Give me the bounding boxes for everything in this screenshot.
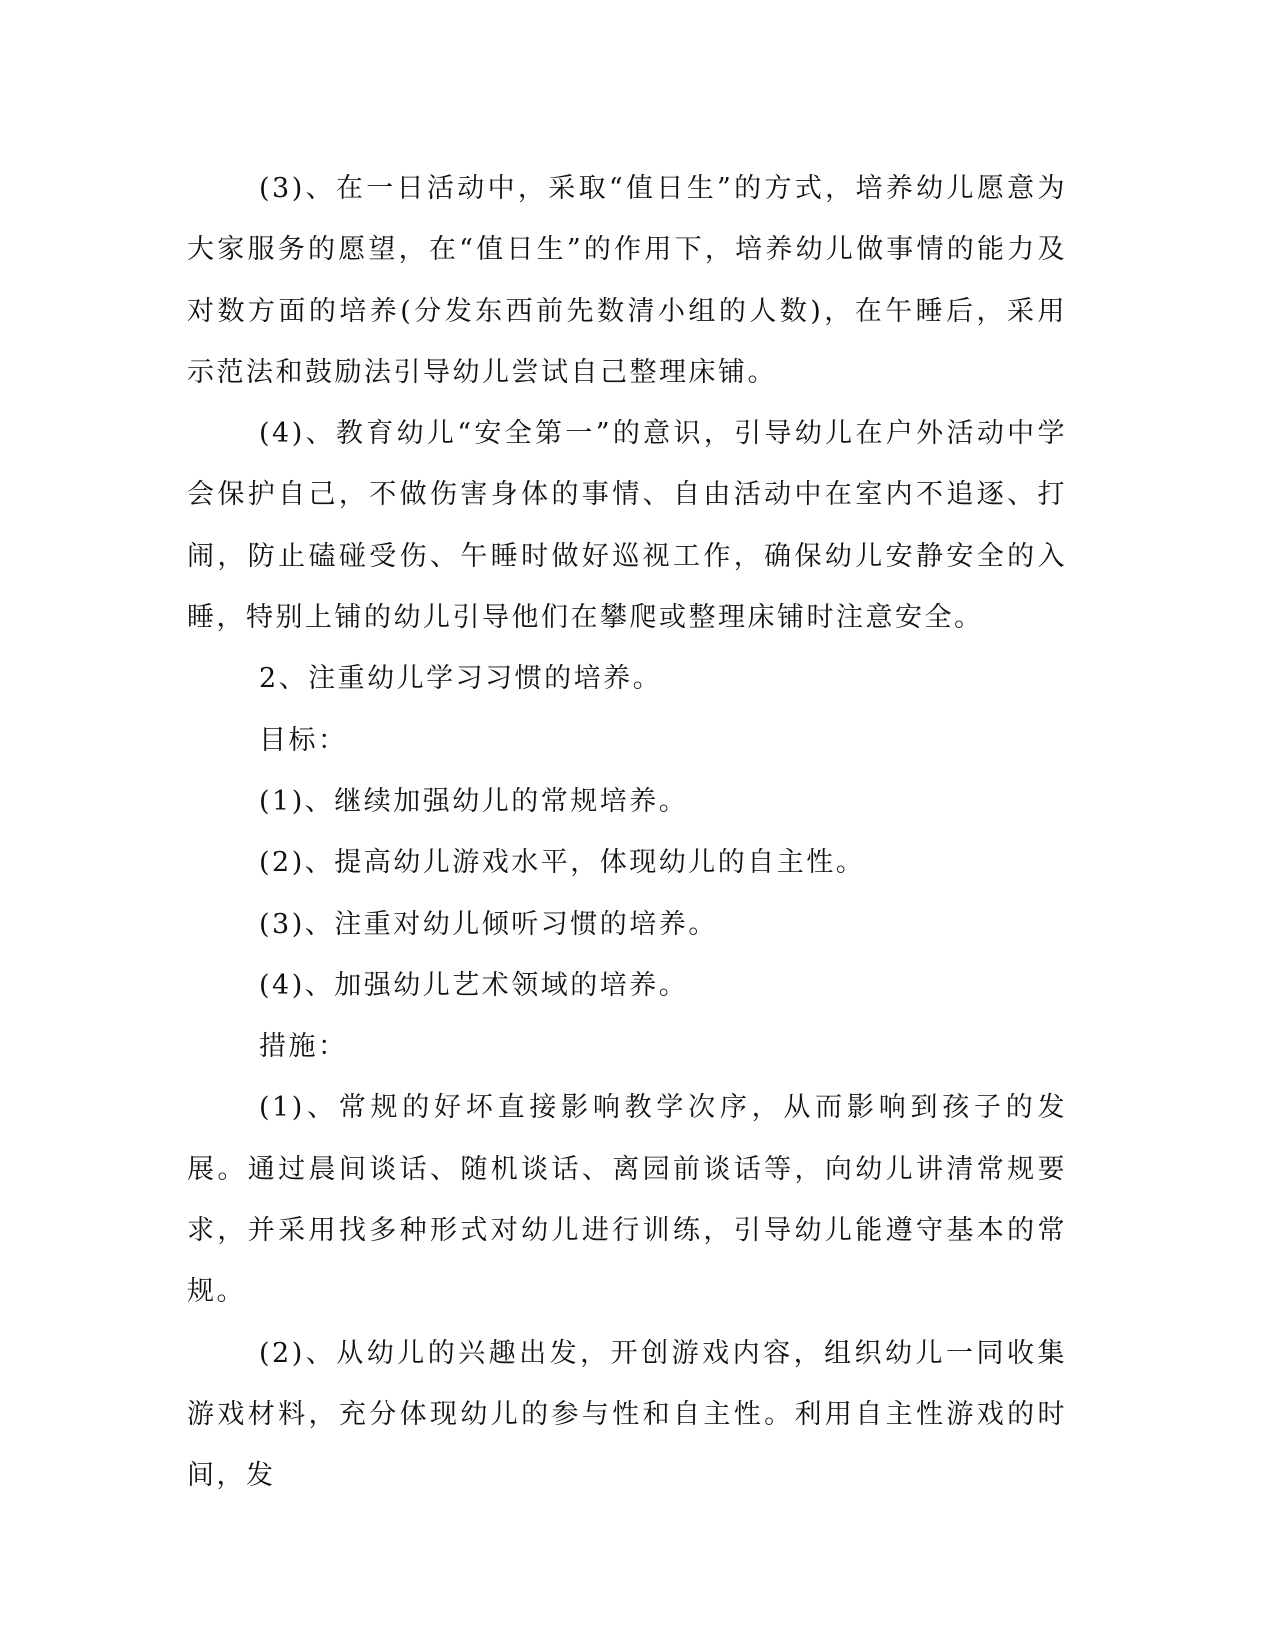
paragraph-safety-first: (4)、教育幼儿“安全第一”的意识，引导幼儿在户外活动中学会保护自己，不做伤害身体的事情、自由活动中在室内不追逐、打闹，防止磕碰受伤、午睡时做好巡视工作，确保幼儿安静安全的入睡，特别上铺的幼儿引导他们在攀爬或整理床铺时注意安全。 (187, 418, 1067, 634)
goal-item-2: (2)、提高幼儿游戏水平，体现幼儿的自主性。 (259, 847, 866, 879)
document-body (187, 158, 1067, 1507)
goal-item-1: (1)、继续加强幼儿的常规培养。 (259, 785, 689, 817)
measures-label: 措施： (259, 1031, 348, 1063)
measure-item-2: (2)、从幼儿的兴趣出发，开创游戏内容，组织幼儿一同收集游戏材料，充分体现幼儿的参与性和自主性。利用自主性游戏的时间，发 (187, 1337, 1067, 1492)
measure-item-1: (1)、常规的好坏直接影响教学次序，从而影响到孩子的发展。通过晨间谈话、随机谈话、离园前谈话等，向幼儿讲清常规要求，并采用找多种形式对幼儿进行训练，引导幼儿能遵守基本的常规。 (187, 1092, 1067, 1308)
paragraph-duty-student: (3)、在一日活动中，采取“值日生”的方式，培养幼儿愿意为大家服务的愿望，在“值日生”的作用下，培养幼儿做事情的能力及对数方面的培养(分发东西前先数清小组的人数)，在午睡后，采用示范法和鼓励法引导幼儿尝试自己整理床铺。 (187, 173, 1067, 388)
goals-label: 目标： (259, 724, 348, 756)
goal-item-4: (4)、加强幼儿艺术领域的培养。 (259, 969, 689, 1001)
section-heading-study-habits: 2、注重幼儿学习习惯的培养。 (259, 663, 663, 695)
goal-item-3: (3)、注重对幼儿倾听习惯的培养。 (259, 908, 718, 940)
